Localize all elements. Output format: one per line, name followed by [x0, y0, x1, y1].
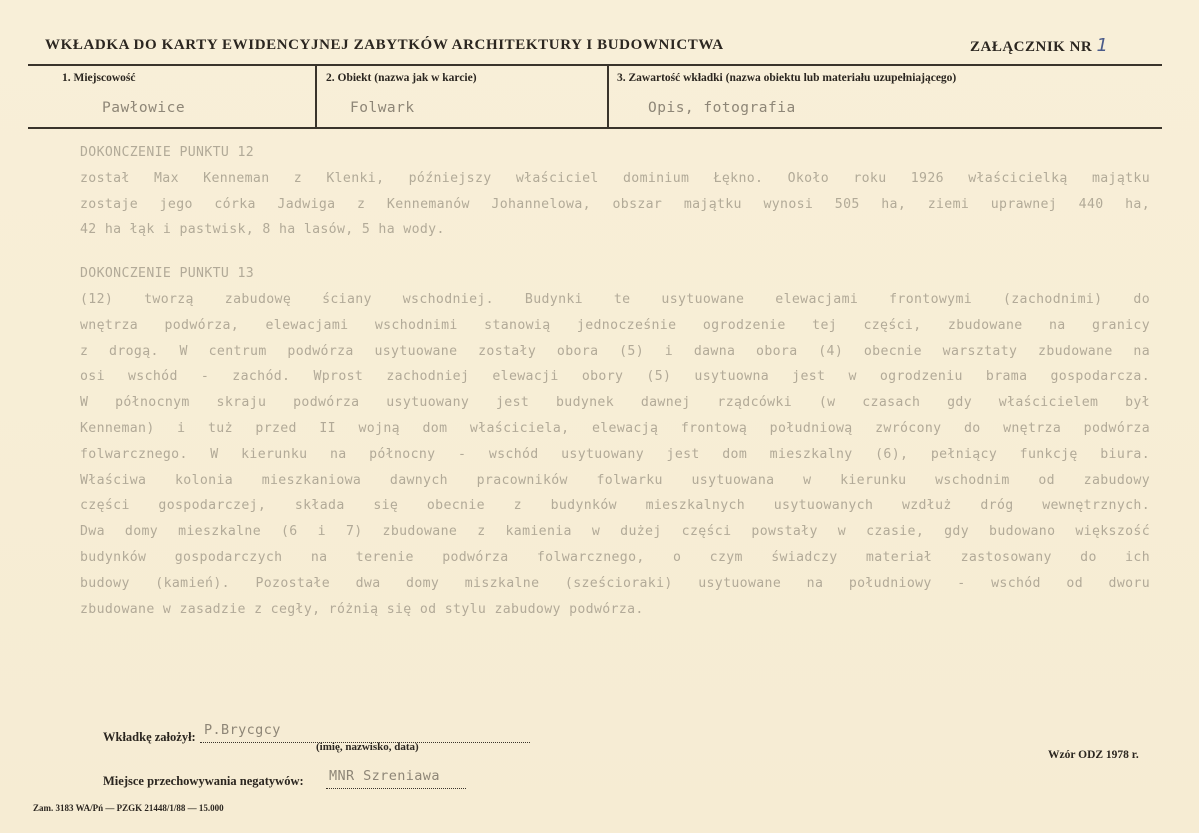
print-imprint: Zam. 3183 WA/Pń — PZGK 21448/1/88 — 15.000 — [33, 803, 224, 813]
column-divider-1 — [315, 66, 317, 127]
section-gap — [80, 243, 1150, 261]
document-title: WKŁADKA DO KARTY EWIDENCYJNEJ ZABYTKÓW ARCHITEKTURY I BUDOWNICTWA — [45, 37, 724, 53]
body-line: części gospodarczej, składa się obecnie z budynków mieszkalnych usytuowanych wzdłuż dróg wewnętrznych. — [80, 498, 1150, 514]
body-line: Kenneman) i tuż przed II wojną dom właściciela, elewacją frontową południową zwrócony do wnętrza podwórza — [80, 420, 1150, 436]
attachment-number-value: 1 — [1096, 35, 1109, 56]
field-value-content: Opis, fotografia — [648, 100, 796, 116]
field-value-locality: Pawłowice — [102, 100, 186, 116]
attachment-label: ZAŁĄCZNIK NR — [970, 39, 1093, 55]
body-line: folwarcznego. W kierunku na północny - wschód usytuowany jest dom mieszkalny (6), pełniący funkcję biura. — [80, 446, 1150, 462]
negatives-location-label: Miejsce przechowywania negatywów: — [103, 774, 304, 788]
field-label-content: 3. Zawartość wkładki (nazwa obiektu lub materiału uzupełniającego) — [617, 72, 957, 84]
body-line: Właściwa kolonia mieszkaniowa dawnych pracowników folwarku usytuowana w kierunku wschodnim od zabudowy — [80, 472, 1150, 488]
table-bottom-rule — [28, 127, 1162, 129]
body-line: wnętrza podwórza, elewacjami wschodnimi stanowią jednocześnie ogrodzenie tej części, zbudowane na granicy — [80, 317, 1150, 333]
table-top-rule — [28, 64, 1162, 66]
body-line: Dwa domy mieszkalne (6 i 7) zbudowane z kamienia w dużej części powstały w czasie, gdy budowano większość — [80, 524, 1150, 540]
founded-by-label: Wkładkę założył: — [103, 730, 196, 744]
body-line: został Max Kenneman z Klenki, późniejszy właściciel dominium Łękno. Około roku 1926 właścicielką majątku — [80, 170, 1150, 186]
founded-by-sublabel: (imię, nazwisko, data) — [316, 741, 419, 753]
founded-by-value: P.Brycgcy — [204, 722, 281, 738]
field-label-locality: 1. Miejscowość — [62, 72, 136, 84]
negatives-location-value: MNR Szreniawa — [329, 768, 440, 784]
column-divider-2 — [607, 66, 609, 127]
body-line: osi wschód - zachód. Wprost zachodniej elewacji obory (5) usytuowna jest w ogrodzeniu brama gospodarcza. — [80, 369, 1150, 385]
section-heading-12: DOKONCZENIE PUNKTU 12 — [80, 145, 255, 160]
body-line: budowy (kamień). Pozostałe dwa domy miszkalne (sześcioraki) usytuowane na południowy - wschód od dworu — [80, 575, 1150, 591]
body-line: zbudowane w zasadzie z cegły, różnią się od stylu zabudowy podwórza. — [80, 601, 644, 617]
body-line: budynków gospodarczych na terenie podwórza folwarcznego, o czym świadczy materiał zastosowany do ich — [80, 549, 1150, 565]
body-line: 42 ha łąk i pastwisk, 8 ha lasów, 5 ha wody. — [80, 222, 445, 238]
field-value-object: Folwark — [350, 100, 415, 116]
body-line: z drogą. W centrum podwórza usytuowane zostały obora (5) i dawna obora (4) obecnie warsztaty zbudowane na — [80, 343, 1150, 359]
section-heading-13: DOKONCZENIE PUNKTU 13 — [80, 266, 255, 282]
field-label-object: 2. Obiekt (nazwa jak w karcie) — [326, 72, 477, 84]
attachment-number — [970, 35, 1108, 56]
form-version: Wzór ODZ 1978 r. — [1048, 749, 1139, 761]
negatives-location-line — [326, 788, 466, 789]
description-body — [80, 140, 1150, 622]
body-line: W północnym skraju podwórza usytuowany jest budynek dawnej rządcówki (w czasach gdy właścicielem był — [80, 395, 1150, 411]
body-line: zostaje jego córka Jadwiga z Kennemanów Johannelowa, obszar majątku wynosi 505 ha, ziemi uprawnej 440 ha, — [80, 196, 1150, 212]
body-line: (12) tworzą zabudowę ściany wschodniej. Budynki te usytuowane elewacjami frontowymi (zachodnimi) do — [80, 291, 1150, 307]
